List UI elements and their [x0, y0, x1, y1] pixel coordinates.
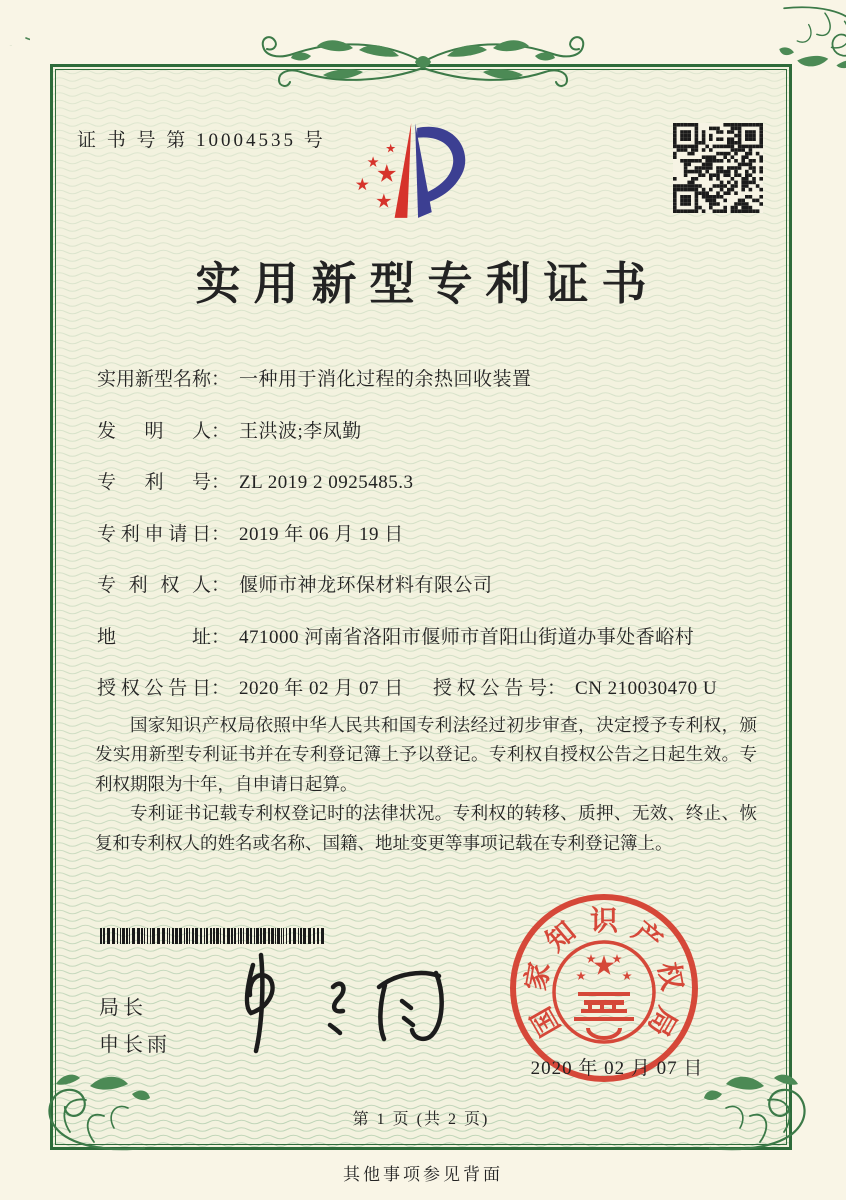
field-row-address [97, 622, 757, 674]
field-label: 专利权人： [97, 575, 231, 596]
svg-text:产: 产 [626, 916, 668, 958]
field-row-filing-date [97, 519, 757, 571]
certificate-number-label: 证 书 号 第 [77, 130, 189, 151]
cnipa-logo-icon [333, 107, 509, 235]
national-emblem-icon [554, 942, 654, 1042]
certificate-number-suffix: 号 [303, 130, 326, 151]
grant-no-pair: 授权公告号： CN 210030470 U [433, 678, 718, 699]
legal-paragraph-2: 专利证书记载专利权登记时的法律状况。专利权的转移、质押、无效、终止、恢复和专利权人的姓名或名称、国籍、地址变更等事项记载在专利登记簿上。 [95, 803, 757, 853]
legal-paragraph-1: 国家知识产权局依照中华人民共和国专利法经过初步审查，决定授予专利权，颁发实用新型专利证书并在专利登记簿上予以登记。专利权自授权公告之日起生效。专利权期限为十年，自申请日起算。 [95, 715, 757, 794]
field-label: 地址： [97, 626, 231, 648]
field-label: 实用新型名称： [97, 369, 231, 390]
top-left-flourish-icon [0, 0, 30, 46]
field-label: 专利申请日： [97, 523, 231, 545]
svg-text:权: 权 [651, 959, 688, 993]
field-label: 专利号： [97, 472, 231, 493]
svg-text:知: 知 [540, 916, 582, 958]
field-value: ZL 2019 2 0925485.3 [239, 472, 414, 493]
certificate-number-value: 10004535 [196, 130, 297, 151]
commissioner-name: 申长雨 [99, 1034, 171, 1056]
commissioner-title: 局长 [99, 997, 147, 1019]
field-row-inventor [97, 416, 757, 468]
svg-text:家: 家 [520, 959, 557, 993]
field-list [97, 364, 757, 725]
legal-text [95, 711, 757, 858]
certificate-number [77, 125, 326, 152]
field-label: 发明人： [97, 420, 231, 442]
back-note: 其他事项参见背面 [343, 1165, 503, 1184]
field-value: 2020 年 02 月 07 日 [239, 678, 404, 699]
field-row-patent-no [97, 467, 757, 519]
svg-text:国: 国 [525, 1001, 567, 1042]
seal-date: 2020 年 02 月 07 日 [530, 1058, 704, 1079]
certificate-title: 实用新型专利证书 [195, 259, 660, 309]
svg-text:局: 局 [641, 1001, 683, 1042]
field-value: 王洪波;李凤勤 [239, 420, 362, 442]
field-value: 偃师市神龙环保材料有限公司 [239, 575, 493, 596]
field-row-patentee [97, 570, 757, 622]
qr-code [673, 123, 763, 213]
grant-date-pair: 授权公告日： 2020 年 02 月 07 日 [97, 678, 404, 699]
barcode [100, 928, 326, 944]
field-value: CN 210030470 U [575, 678, 718, 699]
seal-text [520, 905, 689, 1042]
field-value: 2019 年 06 月 19 日 [239, 523, 404, 545]
certificate-frame [50, 64, 792, 1150]
field-value: 471000 河南省洛阳市偃师市首阳山街道办事处香峪村 [239, 626, 695, 648]
signature-icon [211, 945, 471, 1065]
page-number: 第 1 页 (共 2 页) [352, 1111, 490, 1128]
svg-text:识: 识 [589, 906, 619, 937]
field-row-name [97, 364, 757, 416]
field-value: 一种用于消化过程的余热回收装置 [239, 369, 532, 390]
